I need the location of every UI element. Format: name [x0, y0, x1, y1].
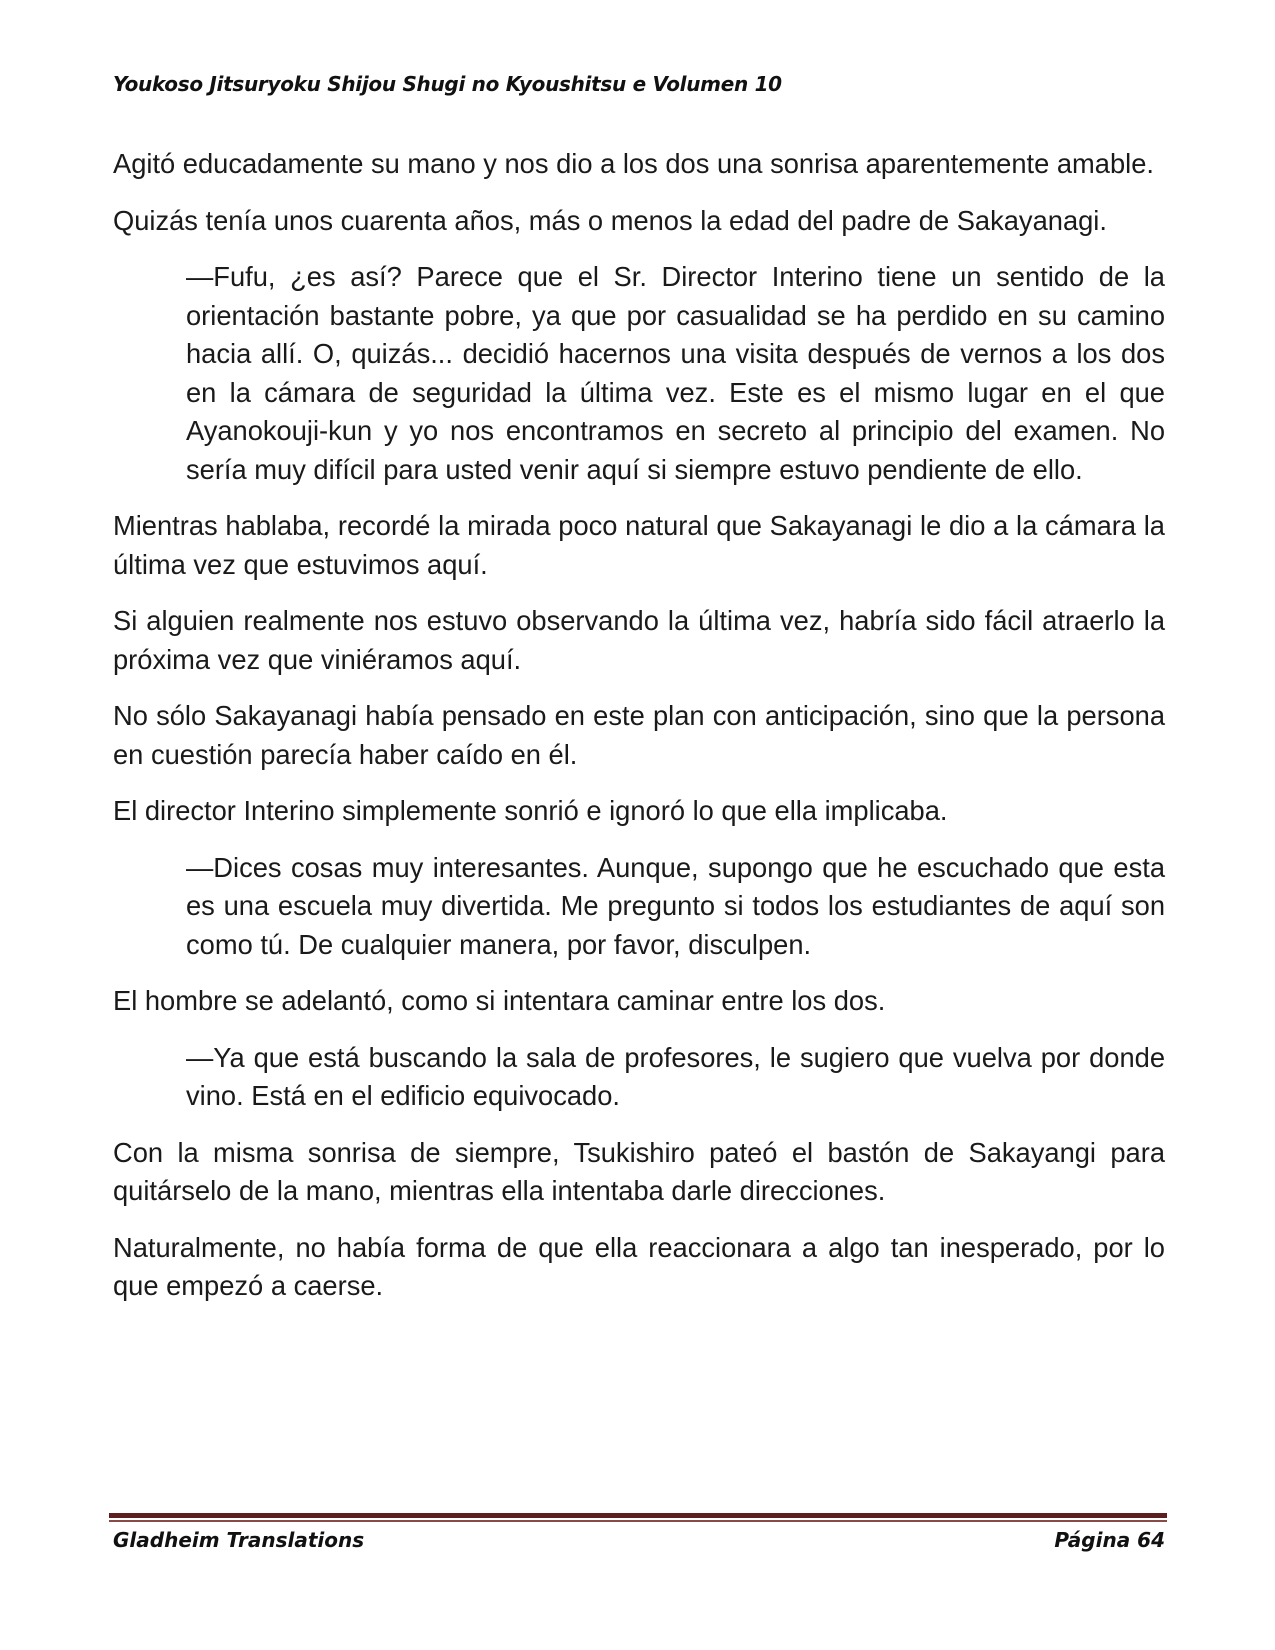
paragraph: El director Interino simplemente sonrió e ignoró lo que ella implicaba.	[113, 795, 948, 826]
dialogue-paragraph: —Fufu, ¿es así? Parece que el Sr. Director Interino tiene un sentido de la orientación bastante pobre, ya que por casualidad se ha perdido en su camino hacia allí. O, quizás... decidió hacernos una visita después de vernos a los dos en la cámara de seguridad la última vez. Este es el mismo lugar en el que Ayanokouji-kun y yo nos encontramos en secreto al principio del examen. No sería muy difícil para usted venir aquí si siempre estuvo pendiente de ello.	[186, 261, 1165, 485]
paragraph: Mientras hablaba, recordé la mirada poco natural que Sakayanagi le dio a la cámara la última vez que estuvimos aquí.	[113, 510, 1165, 580]
footer-divider	[109, 1513, 1167, 1522]
page-number: Página 64	[1054, 1528, 1165, 1552]
paragraph: El hombre se adelantó, como si intentara caminar entre los dos.	[113, 985, 886, 1016]
paragraph: Agitó educadamente su mano y nos dio a los dos una sonrisa aparentemente amable.	[113, 148, 1154, 179]
paragraph: Naturalmente, no había forma de que ella reaccionara a algo tan inesperado, por lo que empezó a caerse.	[113, 1231, 1165, 1301]
dialogue-paragraph: —Ya que está buscando la sala de profesores, le sugiero que vuelva por donde vino. Está en el edificio equivocado.	[186, 1041, 1165, 1111]
page-body	[113, 145, 1165, 1324]
page-header-title: Youkoso Jitsuryoku Shijou Shugi no Kyoushitsu e Volumen 10	[113, 72, 782, 96]
dialogue-paragraph: —Dices cosas muy interesantes. Aunque, supongo que he escuchado que esta es una escuela muy divertida. Me pregunto si todos los estudiantes de aquí son como tú. De cualquier manera, por favor, disculpen.	[186, 851, 1165, 960]
paragraph: No sólo Sakayanagi había pensado en este plan con anticipación, sino que la persona en cuestión parecía haber caído en él.	[113, 700, 1165, 770]
paragraph: Si alguien realmente nos estuvo observando la última vez, habría sido fácil atraerlo la próxima vez que viniéramos aquí.	[113, 605, 1165, 675]
paragraph: Con la misma sonrisa de siempre, Tsukishiro pateó el bastón de Sakayangi para quitárselo de la mano, mientras ella intentaba darle direcciones.	[113, 1136, 1165, 1206]
footer-credit: Gladheim Translations	[113, 1528, 365, 1552]
paragraph: Quizás tenía unos cuarenta años, más o menos la edad del padre de Sakayanagi.	[113, 204, 1107, 236]
footer-divider-thin	[109, 1520, 1167, 1522]
